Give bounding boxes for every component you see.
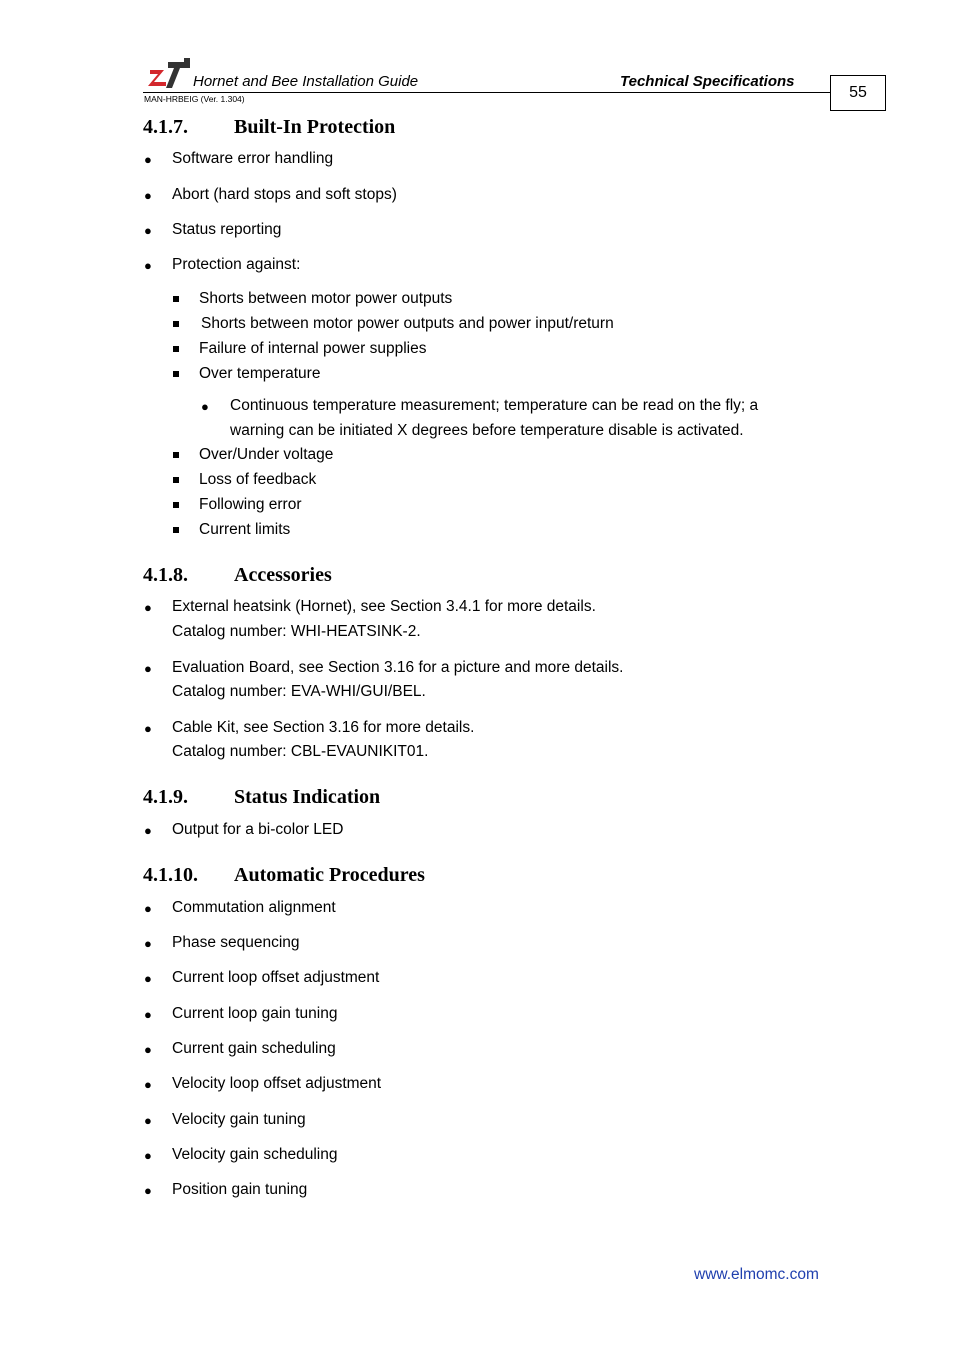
- square-bullet-icon: [173, 477, 179, 483]
- list-item: Velocity gain scheduling: [172, 1146, 338, 1163]
- section-heading: [143, 786, 380, 809]
- list-item: Software error handling: [172, 150, 334, 167]
- bullet-icon: ●: [144, 901, 152, 916]
- bullet-icon: ●: [144, 1077, 152, 1092]
- sub-list-item: Following error: [199, 496, 302, 513]
- list-item: Current loop offset adjustment: [172, 969, 380, 986]
- catalog-number: Catalog number: EVA-WHI/GUI/BEL.: [172, 683, 426, 700]
- version-label: MAN-HRBEIG (Ver. 1.304): [144, 94, 245, 104]
- bullet-icon: ●: [201, 399, 209, 414]
- section-title: Automatic Procedures: [234, 864, 425, 886]
- nested-item-line: warning can be initiated X degrees before temperature disable is activated.: [230, 422, 744, 439]
- section-number: 4.1.7.: [143, 116, 188, 138]
- bullet-icon: ●: [144, 661, 152, 676]
- section-number: 4.1.10.: [143, 864, 198, 886]
- section-title: Accessories: [234, 564, 332, 586]
- square-bullet-icon: [173, 452, 179, 458]
- sub-list-item: Over/Under voltage: [199, 446, 334, 463]
- sub-list-item: Failure of internal power supplies: [199, 340, 427, 357]
- square-bullet-icon: [173, 346, 179, 352]
- sub-list-item: Loss of feedback: [199, 471, 317, 488]
- list-item: Current gain scheduling: [172, 1040, 336, 1057]
- page-number: 55: [830, 75, 886, 111]
- bullet-icon: ●: [144, 1042, 152, 1057]
- square-bullet-icon: [173, 371, 179, 377]
- bullet-icon: ●: [144, 1148, 152, 1163]
- bullet-icon: ●: [144, 721, 152, 736]
- list-item: Status reporting: [172, 221, 282, 238]
- header-divider: [143, 92, 830, 93]
- section-heading: [143, 564, 332, 587]
- square-bullet-icon: [173, 321, 179, 327]
- sub-list-item: Shorts between motor power outputs and power input/return: [201, 315, 614, 332]
- sub-list-item: Over temperature: [199, 365, 321, 382]
- bullet-icon: ●: [144, 936, 152, 951]
- section-header-title: Technical Specifications: [620, 73, 795, 90]
- list-item: Position gain tuning: [172, 1181, 308, 1198]
- bullet-icon: ●: [144, 1007, 152, 1022]
- section-title: Status Indication: [234, 786, 381, 808]
- list-item: Output for a bi-color LED: [172, 821, 344, 838]
- list-item: Current loop gain tuning: [172, 1005, 338, 1022]
- catalog-number: Catalog number: WHI-HEATSINK-2.: [172, 623, 421, 640]
- bullet-icon: ●: [144, 971, 152, 986]
- list-item: Abort (hard stops and soft stops): [172, 186, 397, 203]
- elmo-logo-icon: [148, 58, 190, 88]
- bullet-icon: ●: [144, 188, 152, 203]
- section-heading: [143, 864, 425, 887]
- nested-item-line: Continuous temperature measurement; temperature can be read on the fly; a: [230, 397, 759, 414]
- list-item: Protection against:: [172, 256, 301, 273]
- sub-list-item: Current limits: [199, 521, 291, 538]
- list-item: Velocity loop offset adjustment: [172, 1075, 382, 1092]
- list-item: Velocity gain tuning: [172, 1111, 306, 1128]
- document-title: Hornet and Bee Installation Guide: [193, 73, 419, 90]
- section-heading: [143, 116, 395, 139]
- section-title: Built-In Protection: [234, 116, 396, 138]
- bullet-icon: ●: [144, 152, 152, 167]
- square-bullet-icon: [173, 296, 179, 302]
- bullet-icon: ●: [144, 1113, 152, 1128]
- sub-list-item: Shorts between motor power outputs: [199, 290, 453, 307]
- bullet-icon: ●: [144, 258, 152, 273]
- bullet-icon: ●: [144, 223, 152, 238]
- list-item: External heatsink (Hornet), see Section 3.4.1 for more details.: [172, 598, 596, 615]
- bullet-icon: ●: [144, 1183, 152, 1198]
- footer-website-link[interactable]: www.elmomc.com: [694, 1266, 819, 1283]
- catalog-number: Catalog number: CBL-EVAUNIKIT01.: [172, 743, 429, 760]
- square-bullet-icon: [173, 527, 179, 533]
- bullet-icon: ●: [144, 823, 152, 838]
- list-item: Evaluation Board, see Section 3.16 for a picture and more details.: [172, 659, 624, 676]
- list-item: Commutation alignment: [172, 899, 336, 916]
- square-bullet-icon: [173, 502, 179, 508]
- bullet-icon: ●: [144, 600, 152, 615]
- list-item: Cable Kit, see Section 3.16 for more details.: [172, 719, 475, 736]
- list-item: Phase sequencing: [172, 934, 300, 951]
- section-number: 4.1.8.: [143, 564, 188, 586]
- section-number: 4.1.9.: [143, 786, 188, 808]
